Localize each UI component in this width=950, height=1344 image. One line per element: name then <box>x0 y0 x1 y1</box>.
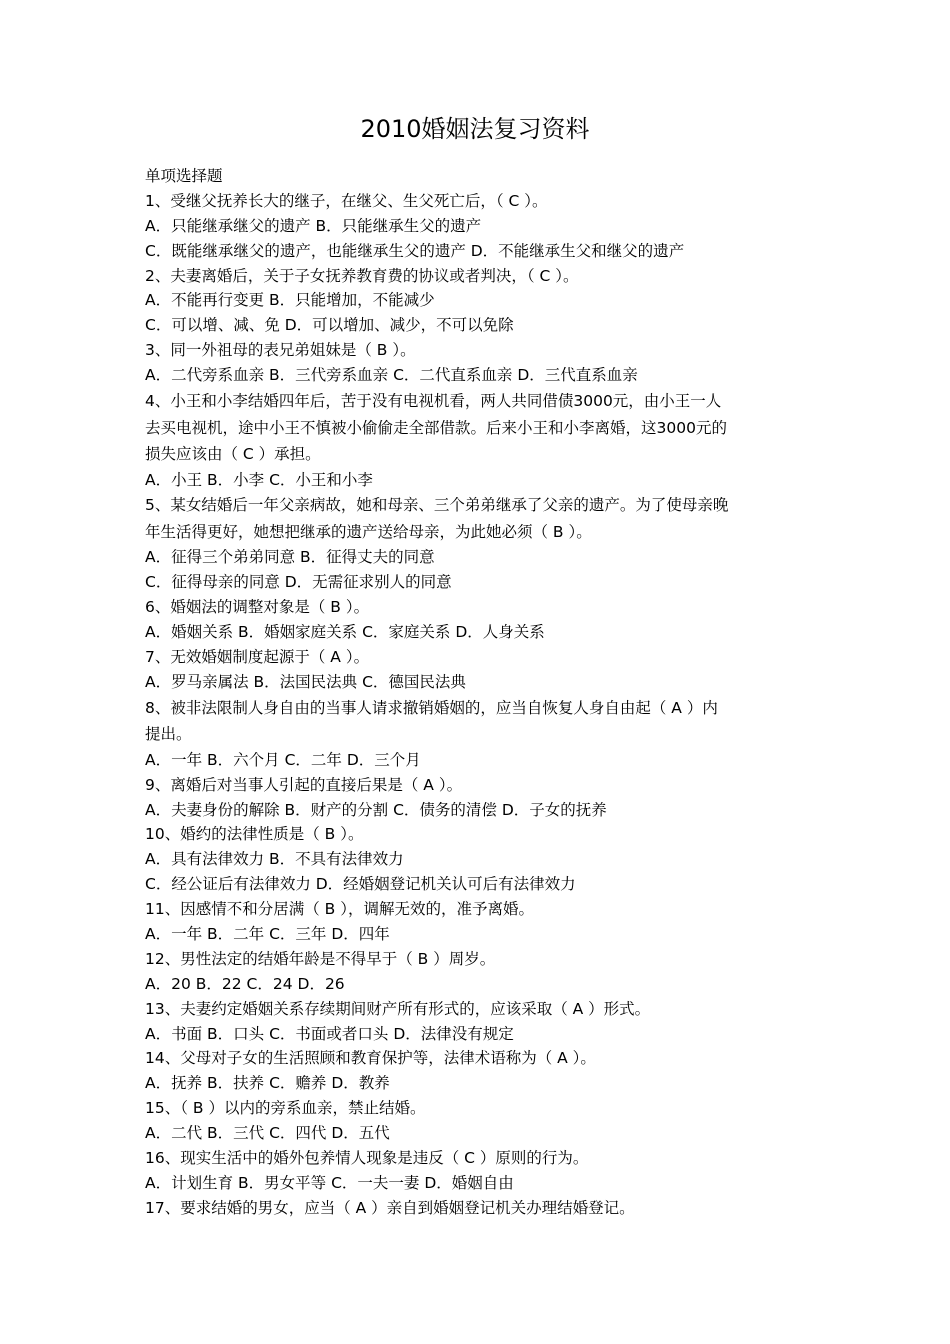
answer-options: A．只能继承继父的遗产 B．只能继承生父的遗产 <box>145 216 482 235</box>
question-text: 6、婚姻法的调整对象是（ B ）。 <box>145 598 370 617</box>
answer-options: A．具有法律效力 B．不具有法律效力 <box>145 850 404 869</box>
question-text: 15、（ B ）以内的旁系血亲，禁止结婚。 <box>145 1099 426 1118</box>
question-text: 去买电视机，途中小王不慎被小偷偷走全部借款。后来小王和小李离婚，这3000元的 <box>145 418 727 437</box>
question-text: 12、男性法定的结婚年龄是不得早于（ B ）周岁。 <box>145 949 496 968</box>
answer-options: C．可以增、减、免 D．可以增加、减少，不可以免除 <box>145 316 514 335</box>
answer-options: C．既能继承继父的遗产，也能继承生父的遗产 D．不能继承生父和继父的遗产 <box>145 241 685 260</box>
answer-options: A．二代 B．三代 C．四代 D．五代 <box>145 1124 390 1143</box>
section-heading: 单项选择题 <box>145 167 223 185</box>
question-text: 9、离婚后对当事人引起的直接后果是（ A ）。 <box>145 775 463 794</box>
question-text: 5、某女结婚后一年父亲病故，她和母亲、三个弟弟继承了父亲的遗产。为了使母亲晚 <box>145 496 729 515</box>
answer-options: A．罗马亲属法 B．法国民法典 C．德国民法典 <box>145 672 466 691</box>
question-text: 17、要求结婚的男女，应当（ A ）亲自到婚姻登记机关办理结婚登记。 <box>145 1198 635 1217</box>
question-text: 年生活得更好，她想把继承的遗产送给母亲，为此她必须（ B ）。 <box>145 522 592 541</box>
answer-options: A．书面 B．口头 C．书面或者口头 D．法律没有规定 <box>145 1024 514 1043</box>
question-text: 4、小王和小李结婚四年后，苦于没有电视机看，两人共同借债3000元，由小王一人 <box>145 392 722 411</box>
question-text: 16、现实生活中的婚外包养情人现象是违反（ C ）原则的行为。 <box>145 1149 589 1167</box>
answer-options: C．经公证后有法律效力 D．经婚姻登记机关认可后有法律效力 <box>145 875 576 894</box>
answer-options: A．婚姻关系 B．婚姻家庭关系 C．家庭关系 D．人身关系 <box>145 623 545 642</box>
answer-options: A．一年 B．六个月 C．二年 D．三个月 <box>145 750 421 769</box>
question-text: 11、因感情不和分居满（ B ），调解无效的，准予离婚。 <box>145 900 534 919</box>
question-text: 14、父母对子女的生活照顾和教育保护等，法律术语称为（ A ）。 <box>145 1049 596 1068</box>
answer-options: A．一年 B．二年 C．三年 D．四年 <box>145 924 390 943</box>
question-text: 8、被非法限制人身自由的当事人请求撤销婚姻的，应当自恢复人身自由起（ A ）内 <box>145 698 718 717</box>
answer-options: A．二代旁系血亲 B．三代旁系血亲 C．二代直系血亲 D．三代直系血亲 <box>145 366 638 385</box>
answer-options: A．小王 B．小李 C．小王和小李 <box>145 470 373 489</box>
answer-options: A．不能再行变更 B．只能增加，不能减少 <box>145 291 435 310</box>
question-text: 1、受继父抚养长大的继子，在继父、生父死亡后，（ C ）。 <box>145 191 548 210</box>
question-text: 13、夫妻约定婚姻关系存续期间财产所有形式的，应该采取（ A ）形式。 <box>145 999 651 1018</box>
document-body <box>145 164 815 1221</box>
document-title: 2010婚姻法复习资料 <box>360 115 590 143</box>
answer-options: A．征得三个弟弟同意 B．征得丈夫的同意 <box>145 548 435 567</box>
answer-options: A．计划生育 B．男女平等 C．一夫一妻 D．婚姻自由 <box>145 1173 514 1192</box>
question-text: 提出。 <box>145 725 192 744</box>
question-text: 3、同一外祖母的表兄弟姐妹是（ B ）。 <box>145 341 416 360</box>
answer-options: A．夫妻身份的解除 B．财产的分割 C．债务的清偿 D．子女的抚养 <box>145 800 607 819</box>
question-text: 2、夫妻离婚后，关于子女抚养教育费的协议或者判决，（ C ）。 <box>145 266 579 285</box>
answer-options: C．征得母亲的同意 D．无需征求别人的同意 <box>145 573 452 592</box>
question-text: 损失应该由（ C ）承担。 <box>145 445 321 464</box>
answer-options: A．20 B．22 C．24 D．26 <box>145 974 345 993</box>
question-text: 10、婚约的法律性质是（ B ）。 <box>145 825 364 844</box>
question-text: 7、无效婚姻制度起源于（ A ）。 <box>145 647 370 666</box>
answer-options: A．抚养 B．扶养 C．赡养 D．教养 <box>145 1074 390 1093</box>
